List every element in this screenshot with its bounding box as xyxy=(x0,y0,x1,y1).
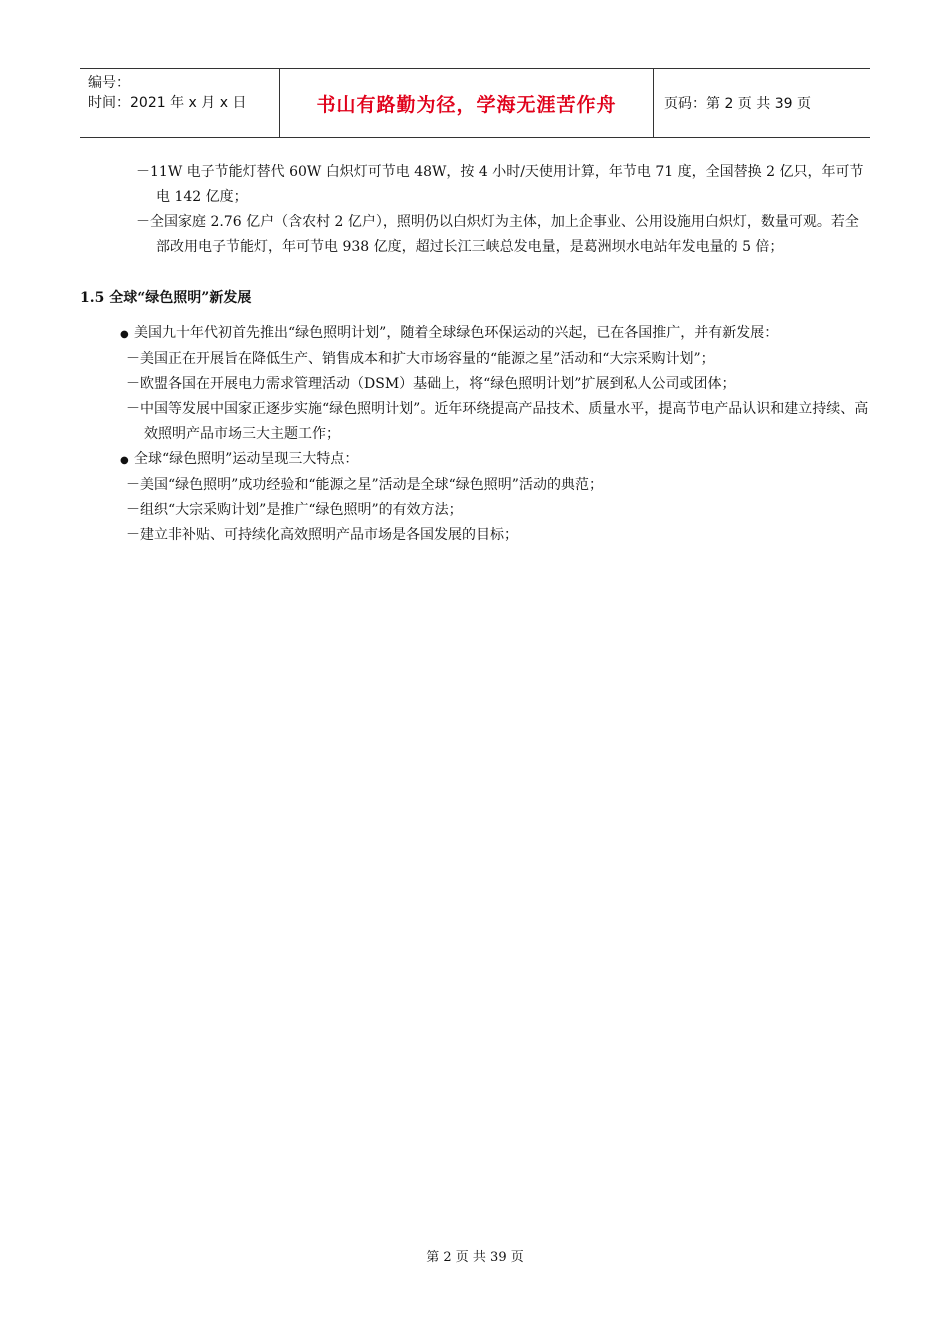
header-motto-cell xyxy=(280,69,654,137)
header-meta xyxy=(80,69,280,137)
bullet-text: 美国九十年代初首先推出“绿色照明计划”，随着全球绿色环保运动的兴起，已在各国推广，并有新发展： xyxy=(134,325,779,341)
bullet-text: 全球“绿色照明”运动呈现三大特点： xyxy=(134,451,359,467)
sub-item: －组织“大宗采购计划”是推广“绿色照明”的有效方法； xyxy=(126,502,463,518)
sub-item: －美国“绿色照明”成功经验和“能源之星”活动是全球“绿色照明”活动的典范； xyxy=(126,477,603,493)
bullet-dot-icon: ● xyxy=(120,455,129,466)
intro-item: －11W 电子节能灯替代 60W 白炽灯可节电 48W，按 4 小时/天使用计算，年节电 71 度，全国替换 2 亿只，年可节电 142 亿度； xyxy=(136,164,864,205)
document-body xyxy=(80,160,870,548)
date-label: 时间：2021 年 x 月 x 日 xyxy=(88,95,247,111)
header-motto: 书山有路勤为径，学海无涯苦作舟 xyxy=(316,93,617,116)
header-page-info: 页码：第 2 页 共 39 页 xyxy=(664,96,811,112)
header-page-info-cell xyxy=(654,69,870,137)
sub-item: －欧盟各国在开展电力需求管理活动（DSM）基础上，将“绿色照明计划”扩展到私人公司或团体； xyxy=(126,376,736,392)
bullet-dot-icon: ● xyxy=(120,329,129,340)
bullet-item xyxy=(80,447,870,473)
bullet-item xyxy=(80,321,870,347)
page-header xyxy=(80,68,870,138)
doc-number-label: 编号： xyxy=(88,75,130,91)
page-footer: 第 2 页 共 39 页 xyxy=(426,1250,524,1265)
sub-item: －建立非补贴、可持续化高效照明产品市场是各国发展的目标； xyxy=(126,527,518,543)
section-title: 1.5 全球“绿色照明”新发展 xyxy=(80,290,252,306)
intro-item: －全国家庭 2.76 亿户（含农村 2 亿户），照明仍以白炽灯为主体，加上企事业、公用设施用白炽灯，数量可观。若全部改用电子节能灯，年可节电 938 亿度，超过长江三峡总发电量，是葛洲坝水电站年发电量的 5 倍； xyxy=(136,214,859,255)
sub-item: －美国正在开展旨在降低生产、销售成本和扩大市场容量的“能源之星”活动和“大宗采购计划”； xyxy=(126,351,715,367)
sub-item: －中国等发展中国家正逐步实施“绿色照明计划”。近年环绕提高产品技术、质量水平，提高节电产品认识和建立持续、高效照明产品市场三大主题工作； xyxy=(126,401,869,442)
